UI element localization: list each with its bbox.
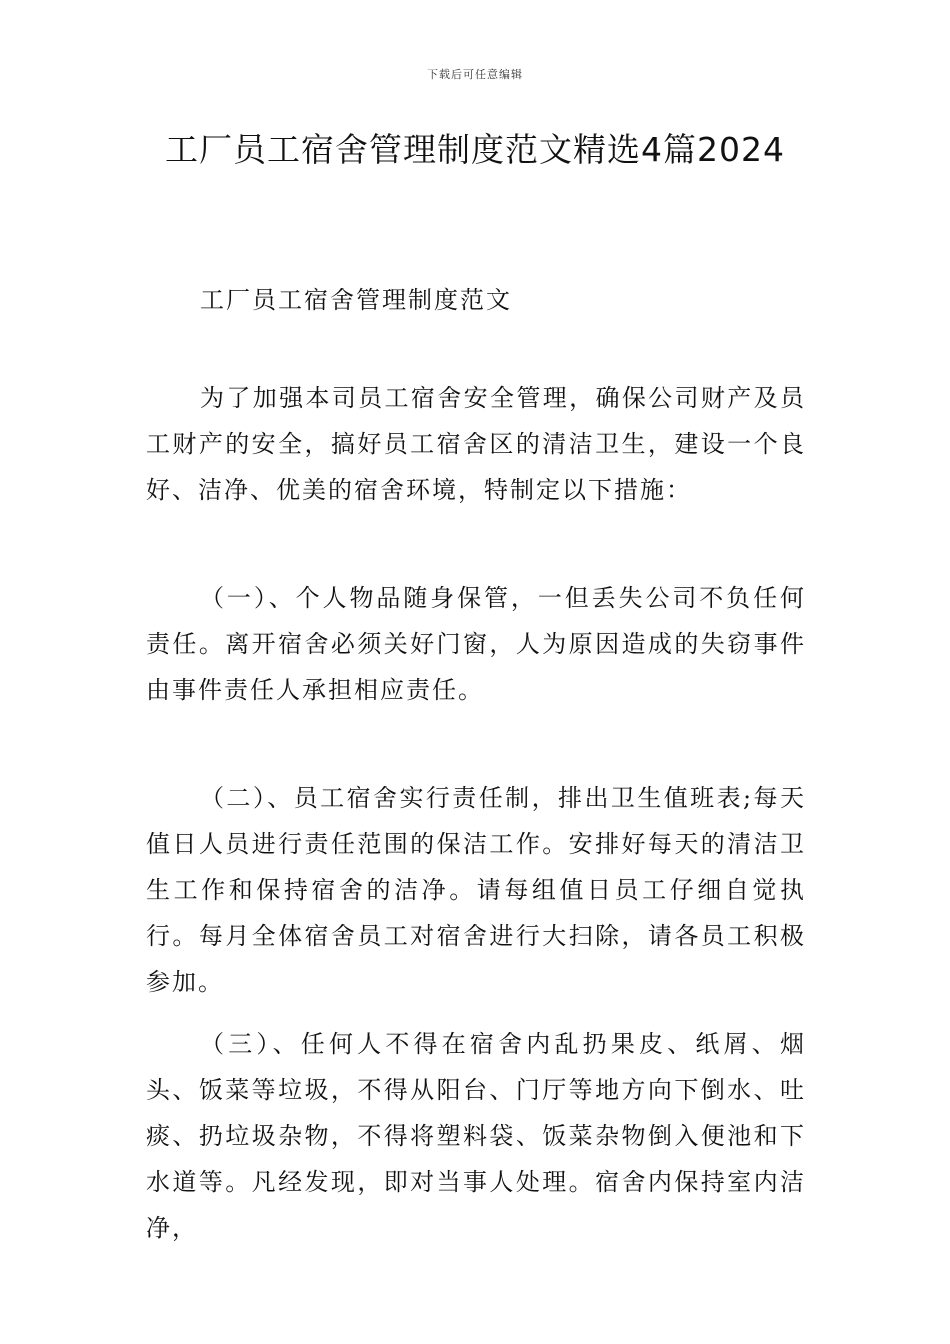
paragraph-intro: 为了加强本司员工宿舍安全管理，确保公司财产及员工财产的安全，搞好员工宿舍区的清洁卫生，建设一个良好、洁净、优美的宿舍环境，特制定以下措施： — [146, 384, 806, 504]
paragraph-item-3: （三）、任何人不得在宿舍内乱扔果皮、纸屑、烟头、饭菜等垃圾，不得从阳台、门厅等地方向下倒水、吐痰、扔垃圾杂物，不得将塑料袋、饭菜杂物倒入便池和下水道等。凡经发现，即对当事人处理。宿舍内保持室内洁净， — [146, 1030, 806, 1242]
paragraph-item-1: （一）、个人物品随身保管，一但丢失公司不负任何责任。离开宿舍必须关好门窗，人为原因造成的失窃事件由事件责任人承担相应责任。 — [146, 584, 806, 704]
document-title: 工厂员工宿舍管理制度范文精选4篇2024 — [165, 130, 785, 169]
section-subtitle: 工厂员工宿舍管理制度范文 — [200, 286, 512, 314]
header-note: 下载后可任意编辑 — [427, 68, 523, 81]
paragraph-item-2: （二）、员工宿舍实行责任制，排出卫生值班表;每天值日人员进行责任范围的保洁工作。安排好每天的清洁卫生工作和保持宿舍的洁净。请每组值日员工仔细自觉执行。每月全体宿舍员工对宿舍进行大扫除，请各员工积极参加。 — [146, 784, 806, 996]
